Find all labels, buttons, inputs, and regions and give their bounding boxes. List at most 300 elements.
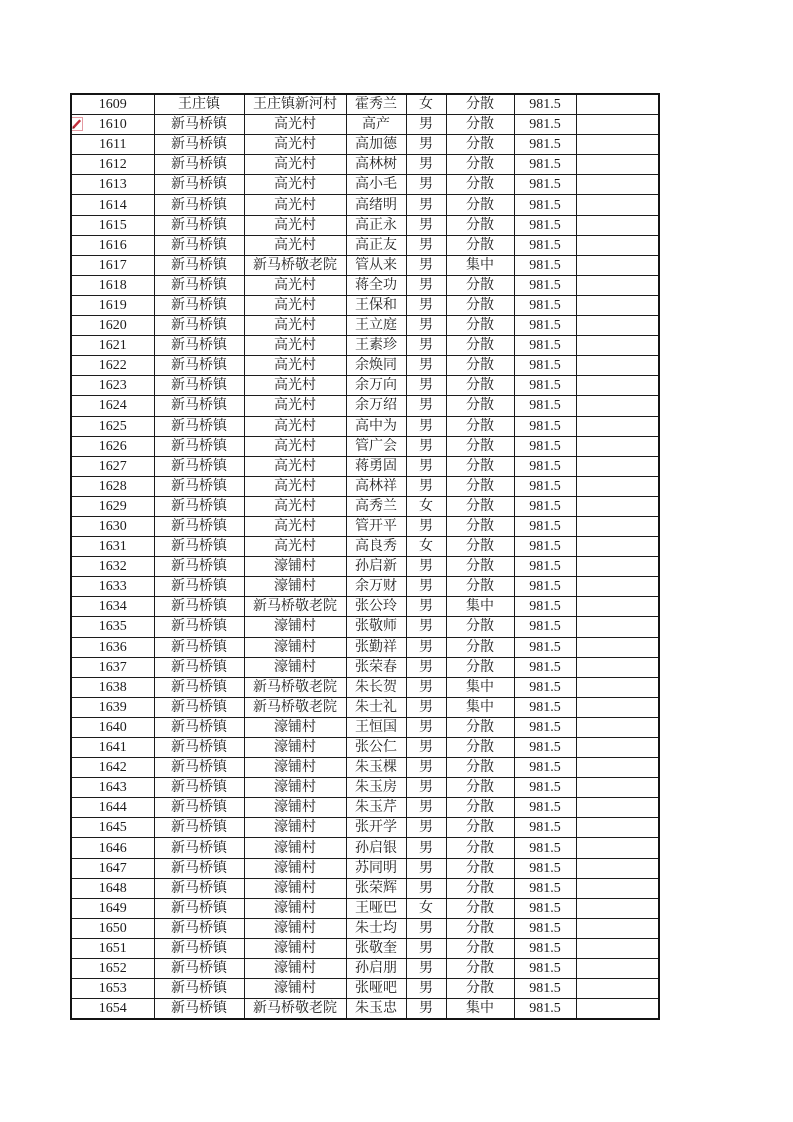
cell-gender: 男	[406, 617, 446, 637]
cell-town: 新马桥镇	[154, 516, 244, 536]
cell-person: 高中为	[346, 416, 406, 436]
cell-amount: 981.5	[514, 617, 576, 637]
cell-serial: 1651	[71, 938, 154, 958]
table-row	[71, 215, 659, 235]
cell-blank	[576, 878, 659, 898]
cell-support_type: 分散	[446, 316, 514, 336]
table-row	[71, 738, 659, 758]
cell-serial: 1616	[71, 235, 154, 255]
cell-village: 高光村	[244, 416, 346, 436]
cell-village: 濠铺村	[244, 637, 346, 657]
cell-village: 新马桥敬老院	[244, 597, 346, 617]
cell-town: 新马桥镇	[154, 195, 244, 215]
cell-blank	[576, 436, 659, 456]
table-row	[71, 195, 659, 215]
cell-serial: 1632	[71, 557, 154, 577]
cell-amount: 981.5	[514, 516, 576, 536]
cell-gender: 男	[406, 557, 446, 577]
table-row	[71, 657, 659, 677]
cell-serial: 1635	[71, 617, 154, 637]
cell-gender: 男	[406, 295, 446, 315]
cell-amount: 981.5	[514, 918, 576, 938]
cell-serial: 1646	[71, 838, 154, 858]
cell-village: 高光村	[244, 376, 346, 396]
cell-person: 管从来	[346, 255, 406, 275]
cell-person: 蒋全功	[346, 275, 406, 295]
cell-amount: 981.5	[514, 999, 576, 1020]
table-row	[71, 617, 659, 637]
cell-town: 新马桥镇	[154, 396, 244, 416]
cell-support_type: 分散	[446, 959, 514, 979]
cell-amount: 981.5	[514, 557, 576, 577]
cell-blank	[576, 115, 659, 135]
cell-village: 高光村	[244, 316, 346, 336]
cell-village: 高光村	[244, 516, 346, 536]
cell-serial: 1648	[71, 878, 154, 898]
cell-amount: 981.5	[514, 255, 576, 275]
cell-village: 高光村	[244, 175, 346, 195]
cell-amount: 981.5	[514, 778, 576, 798]
cell-serial: 1652	[71, 959, 154, 979]
cell-support_type: 分散	[446, 195, 514, 215]
cell-amount: 981.5	[514, 396, 576, 416]
cell-person: 霍秀兰	[346, 94, 406, 115]
cell-town: 新马桥镇	[154, 436, 244, 456]
cell-amount: 981.5	[514, 697, 576, 717]
cell-gender: 男	[406, 115, 446, 135]
cell-village: 高光村	[244, 396, 346, 416]
cell-blank	[576, 316, 659, 336]
cell-gender: 女	[406, 94, 446, 115]
cell-support_type: 分散	[446, 918, 514, 938]
cell-person: 余万财	[346, 577, 406, 597]
cell-town: 新马桥镇	[154, 738, 244, 758]
cell-village: 高光村	[244, 456, 346, 476]
cell-town: 新马桥镇	[154, 577, 244, 597]
cell-person: 高林祥	[346, 476, 406, 496]
cell-village: 高光村	[244, 215, 346, 235]
cell-gender: 男	[406, 275, 446, 295]
cell-gender: 男	[406, 416, 446, 436]
cell-village: 新马桥敬老院	[244, 697, 346, 717]
cell-person: 张开学	[346, 818, 406, 838]
cell-person: 王哑巴	[346, 898, 406, 918]
cell-serial: 1622	[71, 356, 154, 376]
cell-blank	[576, 838, 659, 858]
table-row	[71, 356, 659, 376]
cell-town: 新马桥镇	[154, 275, 244, 295]
cell-town: 新马桥镇	[154, 677, 244, 697]
cell-blank	[576, 717, 659, 737]
cell-amount: 981.5	[514, 537, 576, 557]
cell-blank	[576, 396, 659, 416]
cell-person: 高正永	[346, 215, 406, 235]
cell-blank	[576, 275, 659, 295]
cell-serial: 1612	[71, 155, 154, 175]
cell-blank	[576, 979, 659, 999]
cell-blank	[576, 255, 659, 275]
cell-village: 高光村	[244, 336, 346, 356]
cell-amount: 981.5	[514, 858, 576, 878]
cell-blank	[576, 778, 659, 798]
cell-serial: 1617	[71, 255, 154, 275]
cell-gender: 男	[406, 456, 446, 476]
cell-blank	[576, 637, 659, 657]
cell-gender: 男	[406, 918, 446, 938]
table-row	[71, 959, 659, 979]
cell-village: 濠铺村	[244, 979, 346, 999]
cell-support_type: 分散	[446, 838, 514, 858]
red-pen-edit-marker-icon	[71, 117, 83, 131]
cell-town: 新马桥镇	[154, 416, 244, 436]
cell-gender: 女	[406, 496, 446, 516]
cell-person: 余万绍	[346, 396, 406, 416]
cell-serial: 1640	[71, 717, 154, 737]
cell-person: 高良秀	[346, 537, 406, 557]
cell-village: 濠铺村	[244, 738, 346, 758]
cell-support_type: 分散	[446, 557, 514, 577]
cell-blank	[576, 376, 659, 396]
table-row	[71, 858, 659, 878]
cell-amount: 981.5	[514, 476, 576, 496]
cell-blank	[576, 336, 659, 356]
cell-amount: 981.5	[514, 115, 576, 135]
cell-town: 新马桥镇	[154, 657, 244, 677]
table-row	[71, 778, 659, 798]
cell-support_type: 分散	[446, 215, 514, 235]
cell-gender: 男	[406, 959, 446, 979]
cell-village: 濠铺村	[244, 858, 346, 878]
cell-serial: 1613	[71, 175, 154, 195]
cell-amount: 981.5	[514, 818, 576, 838]
cell-person: 张荣辉	[346, 878, 406, 898]
cell-support_type: 分散	[446, 778, 514, 798]
cell-person: 张公玲	[346, 597, 406, 617]
cell-amount: 981.5	[514, 838, 576, 858]
cell-blank	[576, 677, 659, 697]
cell-support_type: 集中	[446, 677, 514, 697]
table-row	[71, 516, 659, 536]
cell-support_type: 分散	[446, 898, 514, 918]
cell-town: 新马桥镇	[154, 316, 244, 336]
cell-person: 高小毛	[346, 175, 406, 195]
table-row	[71, 838, 659, 858]
cell-support_type: 分散	[446, 657, 514, 677]
cell-amount: 981.5	[514, 758, 576, 778]
cell-amount: 981.5	[514, 436, 576, 456]
cell-gender: 男	[406, 738, 446, 758]
cell-amount: 981.5	[514, 275, 576, 295]
cell-person: 张公仁	[346, 738, 406, 758]
cell-support_type: 分散	[446, 738, 514, 758]
cell-serial: 1629	[71, 496, 154, 516]
cell-town: 新马桥镇	[154, 235, 244, 255]
table-row	[71, 677, 659, 697]
cell-blank	[576, 697, 659, 717]
cell-person: 孙启新	[346, 557, 406, 577]
table-row	[71, 818, 659, 838]
cell-amount: 981.5	[514, 597, 576, 617]
table-row	[71, 155, 659, 175]
cell-blank	[576, 155, 659, 175]
cell-support_type: 集中	[446, 597, 514, 617]
cell-blank	[576, 798, 659, 818]
cell-amount: 981.5	[514, 416, 576, 436]
cell-amount: 981.5	[514, 175, 576, 195]
cell-serial: 1631	[71, 537, 154, 557]
cell-village: 濠铺村	[244, 557, 346, 577]
table-row	[71, 999, 659, 1020]
cell-person: 朱玉房	[346, 778, 406, 798]
cell-blank	[576, 938, 659, 958]
table-row	[71, 496, 659, 516]
cell-support_type: 分散	[446, 617, 514, 637]
cell-gender: 男	[406, 155, 446, 175]
cell-village: 濠铺村	[244, 878, 346, 898]
table-row	[71, 597, 659, 617]
table-row	[71, 898, 659, 918]
cell-person: 高绪明	[346, 195, 406, 215]
cell-town: 新马桥镇	[154, 717, 244, 737]
cell-serial: 1653	[71, 979, 154, 999]
cell-gender: 男	[406, 215, 446, 235]
cell-serial: 1626	[71, 436, 154, 456]
cell-person: 孙启银	[346, 838, 406, 858]
table-row	[71, 295, 659, 315]
cell-village: 新马桥敬老院	[244, 255, 346, 275]
cell-town: 新马桥镇	[154, 999, 244, 1020]
cell-blank	[576, 858, 659, 878]
table-row	[71, 918, 659, 938]
cell-serial: 1642	[71, 758, 154, 778]
cell-person: 高林树	[346, 155, 406, 175]
cell-amount: 981.5	[514, 135, 576, 155]
cell-village: 濠铺村	[244, 838, 346, 858]
cell-town: 新马桥镇	[154, 376, 244, 396]
cell-amount: 981.5	[514, 195, 576, 215]
cell-gender: 男	[406, 979, 446, 999]
cell-town: 新马桥镇	[154, 898, 244, 918]
cell-person: 朱玉棵	[346, 758, 406, 778]
table-row	[71, 537, 659, 557]
cell-village: 新马桥敬老院	[244, 999, 346, 1020]
table-row	[71, 577, 659, 597]
cell-person: 蒋勇固	[346, 456, 406, 476]
cell-person: 管广会	[346, 436, 406, 456]
cell-village: 新马桥敬老院	[244, 677, 346, 697]
cell-serial: 1609	[71, 94, 154, 115]
cell-town: 新马桥镇	[154, 356, 244, 376]
cell-support_type: 分散	[446, 436, 514, 456]
cell-person: 王保和	[346, 295, 406, 315]
cell-amount: 981.5	[514, 738, 576, 758]
cell-blank	[576, 758, 659, 778]
cell-blank	[576, 516, 659, 536]
table-row	[71, 717, 659, 737]
cell-person: 朱长贺	[346, 677, 406, 697]
cell-town: 新马桥镇	[154, 175, 244, 195]
cell-serial: 1638	[71, 677, 154, 697]
cell-support_type: 分散	[446, 858, 514, 878]
cell-town: 新马桥镇	[154, 617, 244, 637]
cell-gender: 男	[406, 677, 446, 697]
cell-person: 王立庭	[346, 316, 406, 336]
cell-support_type: 分散	[446, 396, 514, 416]
cell-blank	[576, 295, 659, 315]
cell-village: 高光村	[244, 356, 346, 376]
cell-amount: 981.5	[514, 677, 576, 697]
cell-person: 苏同明	[346, 858, 406, 878]
table-body	[71, 94, 659, 1019]
cell-person: 朱玉芹	[346, 798, 406, 818]
cell-support_type: 分散	[446, 496, 514, 516]
cell-village: 濠铺村	[244, 617, 346, 637]
cell-support_type: 分散	[446, 135, 514, 155]
cell-village: 濠铺村	[244, 717, 346, 737]
cell-town: 新马桥镇	[154, 818, 244, 838]
cell-blank	[576, 195, 659, 215]
cell-person: 高加德	[346, 135, 406, 155]
cell-support_type: 分散	[446, 878, 514, 898]
cell-amount: 981.5	[514, 456, 576, 476]
cell-amount: 981.5	[514, 979, 576, 999]
cell-amount: 981.5	[514, 376, 576, 396]
cell-support_type: 分散	[446, 336, 514, 356]
cell-gender: 男	[406, 195, 446, 215]
cell-town: 王庄镇	[154, 94, 244, 115]
table-row	[71, 979, 659, 999]
cell-amount: 981.5	[514, 316, 576, 336]
cell-village: 高光村	[244, 537, 346, 557]
cell-serial: 1628	[71, 476, 154, 496]
cell-village: 高光村	[244, 275, 346, 295]
cell-gender: 男	[406, 637, 446, 657]
cell-support_type: 分散	[446, 376, 514, 396]
cell-support_type: 分散	[446, 717, 514, 737]
cell-gender: 男	[406, 717, 446, 737]
cell-serial: 1639	[71, 697, 154, 717]
cell-blank	[576, 597, 659, 617]
cell-support_type: 分散	[446, 938, 514, 958]
cell-blank	[576, 476, 659, 496]
cell-village: 濠铺村	[244, 577, 346, 597]
cell-town: 新马桥镇	[154, 918, 244, 938]
cell-person: 王恒国	[346, 717, 406, 737]
cell-town: 新马桥镇	[154, 979, 244, 999]
cell-serial: 1650	[71, 918, 154, 938]
table-row	[71, 275, 659, 295]
cell-support_type: 分散	[446, 416, 514, 436]
cell-amount: 981.5	[514, 637, 576, 657]
cell-serial: 1645	[71, 818, 154, 838]
table-row	[71, 376, 659, 396]
cell-blank	[576, 617, 659, 637]
cell-support_type: 分散	[446, 758, 514, 778]
cell-serial: 1623	[71, 376, 154, 396]
cell-serial: 1621	[71, 336, 154, 356]
cell-serial: 1619	[71, 295, 154, 315]
table-row	[71, 94, 659, 115]
cell-serial: 1636	[71, 637, 154, 657]
cell-support_type: 分散	[446, 537, 514, 557]
cell-support_type: 分散	[446, 115, 514, 135]
cell-support_type: 分散	[446, 175, 514, 195]
cell-blank	[576, 94, 659, 115]
cell-serial: 1618	[71, 275, 154, 295]
cell-gender: 男	[406, 657, 446, 677]
cell-town: 新马桥镇	[154, 336, 244, 356]
cell-blank	[576, 898, 659, 918]
cell-serial: 1610	[71, 115, 154, 135]
cell-person: 管开平	[346, 516, 406, 536]
cell-gender: 男	[406, 336, 446, 356]
cell-gender: 男	[406, 999, 446, 1020]
cell-support_type: 集中	[446, 255, 514, 275]
cell-blank	[576, 818, 659, 838]
cell-gender: 男	[406, 476, 446, 496]
cell-gender: 男	[406, 175, 446, 195]
cell-blank	[576, 959, 659, 979]
cell-town: 新马桥镇	[154, 255, 244, 275]
cell-gender: 男	[406, 697, 446, 717]
cell-support_type: 分散	[446, 456, 514, 476]
table-row	[71, 758, 659, 778]
cell-person: 余焕同	[346, 356, 406, 376]
cell-support_type: 分散	[446, 577, 514, 597]
cell-village: 濠铺村	[244, 959, 346, 979]
cell-serial: 1647	[71, 858, 154, 878]
cell-amount: 981.5	[514, 938, 576, 958]
cell-gender: 男	[406, 235, 446, 255]
cell-blank	[576, 356, 659, 376]
cell-town: 新马桥镇	[154, 637, 244, 657]
cell-blank	[576, 135, 659, 155]
table-row	[71, 336, 659, 356]
table-row	[71, 416, 659, 436]
cell-blank	[576, 416, 659, 436]
cell-gender: 男	[406, 577, 446, 597]
cell-serial: 1654	[71, 999, 154, 1020]
cell-support_type: 分散	[446, 275, 514, 295]
cell-village: 濠铺村	[244, 657, 346, 677]
cell-person: 张哑吧	[346, 979, 406, 999]
cell-blank	[576, 738, 659, 758]
cell-serial: 1624	[71, 396, 154, 416]
cell-amount: 981.5	[514, 959, 576, 979]
cell-town: 新马桥镇	[154, 496, 244, 516]
cell-amount: 981.5	[514, 798, 576, 818]
cell-blank	[576, 175, 659, 195]
cell-serial: 1633	[71, 577, 154, 597]
cell-gender: 女	[406, 898, 446, 918]
cell-village: 濠铺村	[244, 818, 346, 838]
cell-village: 濠铺村	[244, 778, 346, 798]
cell-person: 余万向	[346, 376, 406, 396]
cell-amount: 981.5	[514, 295, 576, 315]
cell-gender: 男	[406, 396, 446, 416]
cell-town: 新马桥镇	[154, 858, 244, 878]
cell-village: 濠铺村	[244, 798, 346, 818]
cell-person: 张勤祥	[346, 637, 406, 657]
cell-serial: 1634	[71, 597, 154, 617]
table-row	[71, 175, 659, 195]
cell-blank	[576, 496, 659, 516]
cell-amount: 981.5	[514, 898, 576, 918]
cell-serial: 1643	[71, 778, 154, 798]
cell-town: 新马桥镇	[154, 798, 244, 818]
cell-town: 新马桥镇	[154, 476, 244, 496]
cell-support_type: 分散	[446, 235, 514, 255]
